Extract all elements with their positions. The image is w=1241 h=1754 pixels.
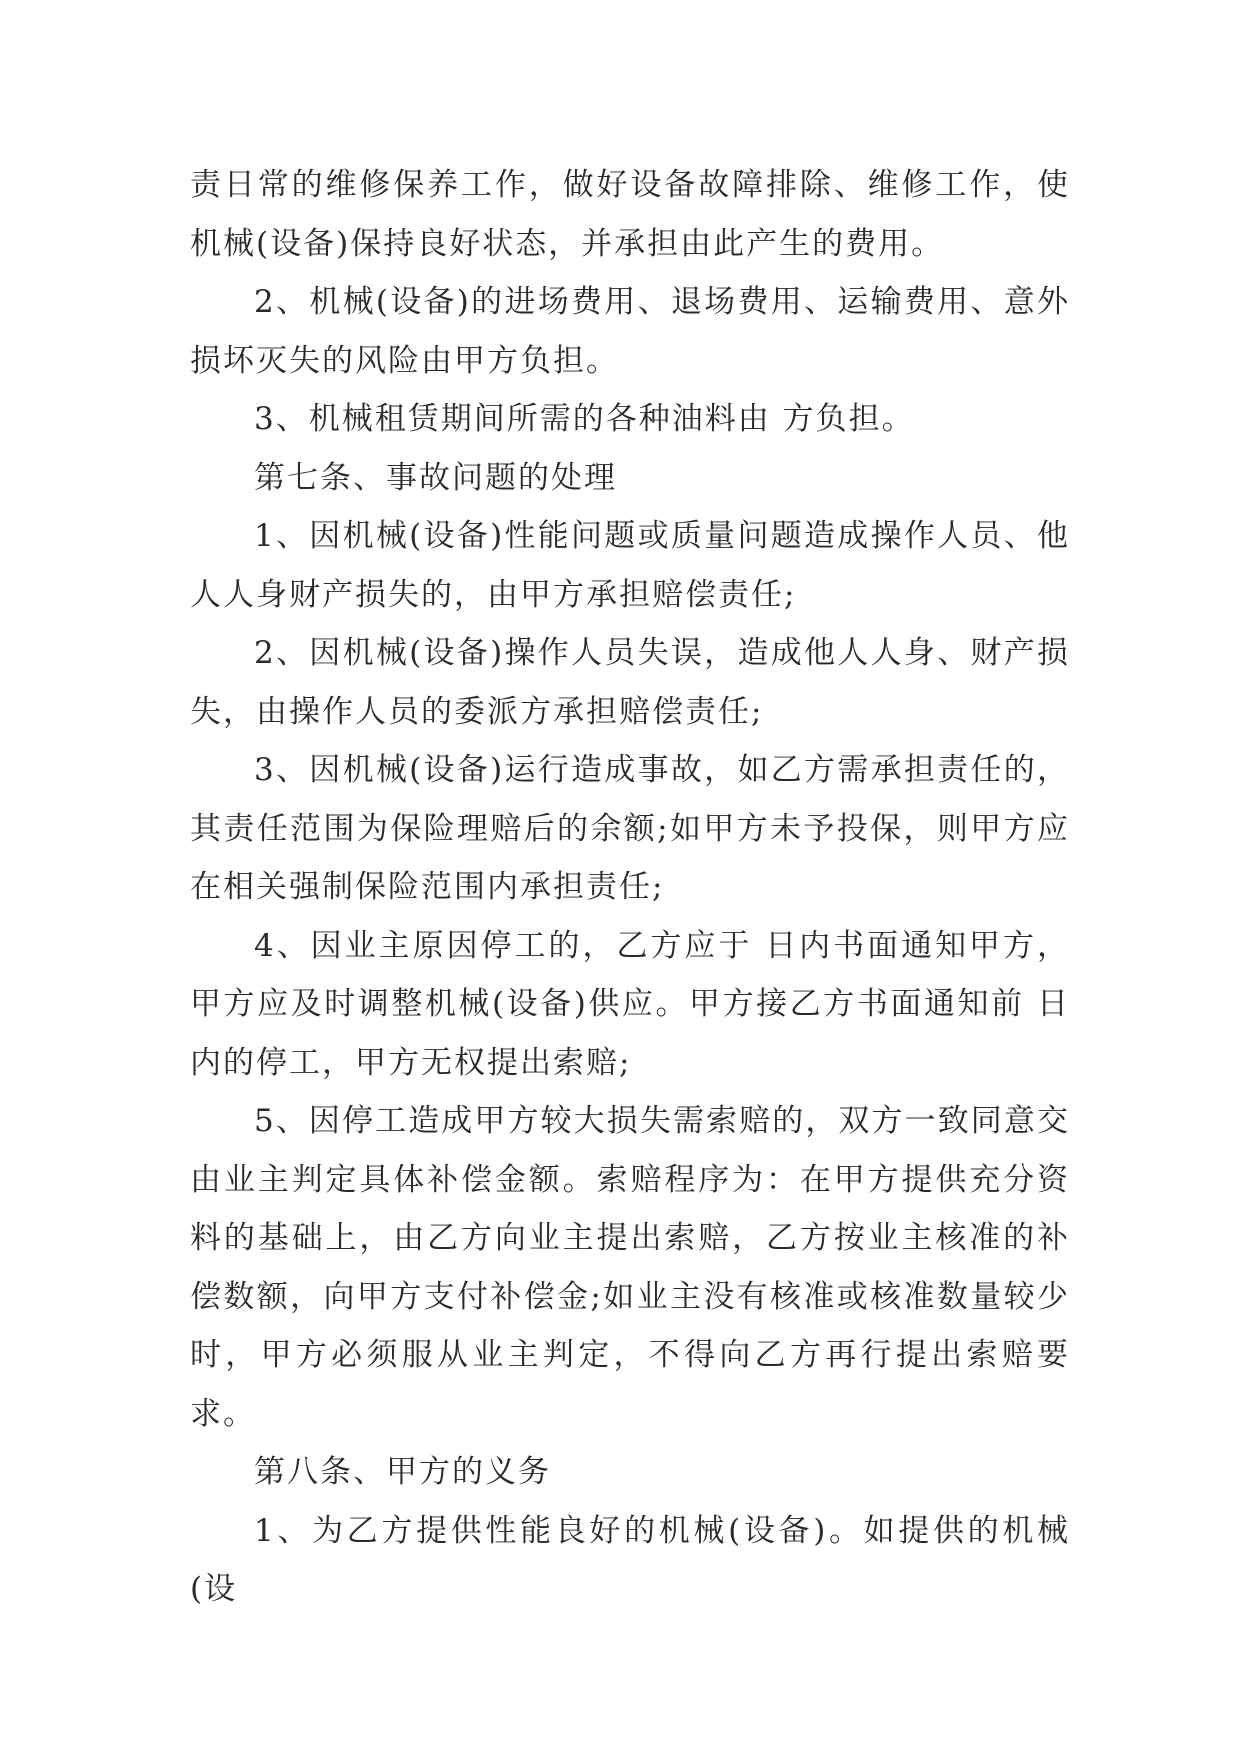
section-heading-article-8: 第八条、甲方的义务 bbox=[254, 1454, 551, 1490]
paragraph-accident-4: 4、因业主原因停工的，乙方应于 日内书面通知甲方，甲方应及时调整机械(设备)供应。甲方接乙方书面通知前 日内的停工，甲方无权提出索赔; bbox=[190, 927, 1070, 1081]
paragraph-clause-2-costs: 2、机械(设备)的进场费用、退场费用、运输费用、意外损坏灭失的风险由甲方负担。 bbox=[190, 284, 1070, 379]
section-heading-article-7: 第七条、事故问题的处理 bbox=[254, 459, 617, 496]
paragraph-party-a-duty-1: 1、为乙方提供性能良好的机械(设备)。如提供的机械(设 bbox=[190, 1512, 1070, 1607]
paragraph-accident-3: 3、因机械(设备)运行造成事故，如乙方需承担责任的，其责任范围为保险理赔后的余额;如甲方未予投保，则甲方应在相关强制保险范围内承担责任; bbox=[190, 752, 1070, 905]
paragraph-accident-5: 5、因停工造成甲方较大损失需索赔的，双方一致同意交由业主判定具体补偿金额。索赔程序为：在甲方提供充分资料的基础上，由乙方向业主提出索赔，乙方按业主核准的补偿数额，向甲方支付补偿金;如业主没有核准或核准数量较少时，甲方必须服从业主判定，不得向乙方再行提出索赔要求。 bbox=[190, 1103, 1070, 1432]
paragraph-clause-3-fuel: 3、机械租赁期间所需的各种油料由 方负担。 bbox=[254, 401, 915, 437]
paragraph-accident-1: 1、因机械(设备)性能问题或质量问题造成操作人员、他人人身财产损失的，由甲方承担赔偿责任; bbox=[190, 518, 1070, 613]
paragraph-accident-2: 2、因机械(设备)操作人员失误，造成他人人身、财产损失，由操作人员的委派方承担赔偿责任; bbox=[190, 635, 1070, 730]
paragraph-maintenance-continued: 责日常的维修保养工作，做好设备故障排除、维修工作，使机械(设备)保持良好状态，并承担由此产生的费用。 bbox=[190, 167, 1070, 262]
document-body bbox=[190, 156, 1070, 1619]
